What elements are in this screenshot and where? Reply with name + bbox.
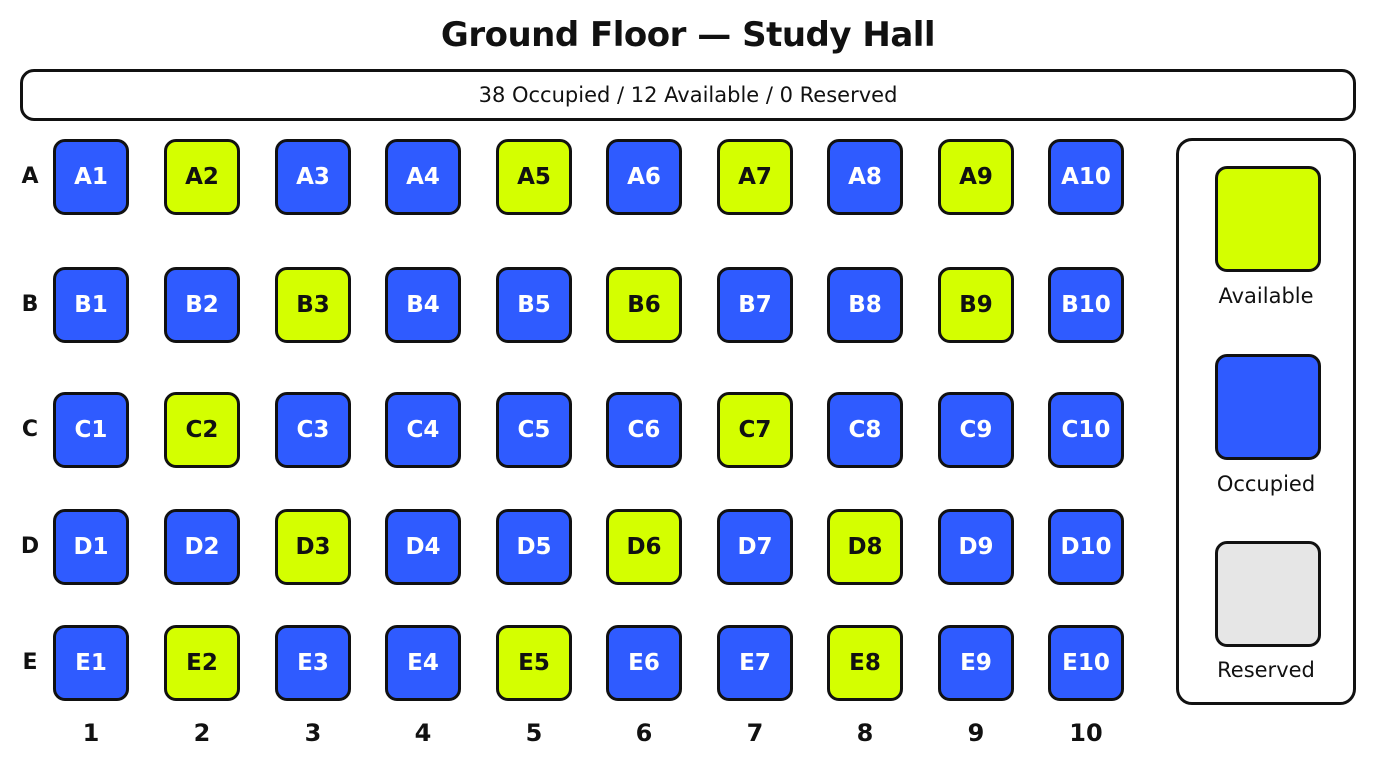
row-label-e: E (22, 650, 38, 675)
seat-a4[interactable]: A4 (385, 139, 461, 215)
seat-c3[interactable]: C3 (275, 392, 351, 468)
seat-d10[interactable]: D10 (1048, 509, 1124, 585)
seat-c5[interactable]: C5 (496, 392, 572, 468)
seat-e9[interactable]: E9 (938, 625, 1014, 701)
seat-b9[interactable]: B9 (938, 267, 1014, 343)
seat-a1[interactable]: A1 (53, 139, 129, 215)
seat-c2[interactable]: C2 (164, 392, 240, 468)
legend-label-reserved: Reserved (1217, 658, 1315, 682)
seat-d5[interactable]: D5 (496, 509, 572, 585)
legend-label-occupied: Occupied (1216, 472, 1316, 496)
seat-d9[interactable]: D9 (938, 509, 1014, 585)
seat-d1[interactable]: D1 (53, 509, 129, 585)
seat-a10[interactable]: A10 (1048, 139, 1124, 215)
column-label-9: 9 (967, 719, 985, 747)
column-label-1: 1 (82, 719, 100, 747)
row-label-c: C (21, 417, 39, 442)
seat-a5[interactable]: A5 (496, 139, 572, 215)
seat-e8[interactable]: E8 (827, 625, 903, 701)
legend-swatch-reserved (1215, 541, 1321, 647)
seat-b6[interactable]: B6 (606, 267, 682, 343)
column-label-3: 3 (304, 719, 322, 747)
seat-a6[interactable]: A6 (606, 139, 682, 215)
column-label-6: 6 (635, 719, 653, 747)
legend-label-available: Available (1218, 284, 1314, 308)
column-label-4: 4 (414, 719, 432, 747)
seat-c7[interactable]: C7 (717, 392, 793, 468)
seat-d3[interactable]: D3 (275, 509, 351, 585)
seat-d8[interactable]: D8 (827, 509, 903, 585)
seat-b5[interactable]: B5 (496, 267, 572, 343)
seat-b8[interactable]: B8 (827, 267, 903, 343)
row-label-b: B (21, 292, 39, 317)
column-label-10: 10 (1069, 719, 1103, 747)
seat-d2[interactable]: D2 (164, 509, 240, 585)
seat-a3[interactable]: A3 (275, 139, 351, 215)
seat-b4[interactable]: B4 (385, 267, 461, 343)
seat-b3[interactable]: B3 (275, 267, 351, 343)
seat-c10[interactable]: C10 (1048, 392, 1124, 468)
column-label-5: 5 (525, 719, 543, 747)
column-label-2: 2 (193, 719, 211, 747)
occupancy-summary-bar (20, 69, 1356, 121)
seat-b1[interactable]: B1 (53, 267, 129, 343)
seat-a8[interactable]: A8 (827, 139, 903, 215)
seat-c8[interactable]: C8 (827, 392, 903, 468)
seat-e5[interactable]: E5 (496, 625, 572, 701)
row-label-a: A (21, 164, 39, 189)
page-title: Ground Floor — Study Hall (440, 15, 936, 55)
seat-c1[interactable]: C1 (53, 392, 129, 468)
occupancy-summary-text: 38 Occupied / 12 Available / 0 Reserved (478, 83, 898, 107)
legend-panel (1176, 138, 1356, 705)
seat-e7[interactable]: E7 (717, 625, 793, 701)
seat-e2[interactable]: E2 (164, 625, 240, 701)
seat-b2[interactable]: B2 (164, 267, 240, 343)
seat-e10[interactable]: E10 (1048, 625, 1124, 701)
seat-a7[interactable]: A7 (717, 139, 793, 215)
seat-b10[interactable]: B10 (1048, 267, 1124, 343)
seat-e4[interactable]: E4 (385, 625, 461, 701)
seat-e6[interactable]: E6 (606, 625, 682, 701)
legend-swatch-available (1215, 166, 1321, 272)
seat-b7[interactable]: B7 (717, 267, 793, 343)
column-label-8: 8 (856, 719, 874, 747)
seat-d6[interactable]: D6 (606, 509, 682, 585)
legend-swatch-occupied (1215, 354, 1321, 460)
seat-c6[interactable]: C6 (606, 392, 682, 468)
row-label-d: D (20, 534, 40, 559)
seat-e3[interactable]: E3 (275, 625, 351, 701)
seat-d7[interactable]: D7 (717, 509, 793, 585)
column-label-7: 7 (746, 719, 764, 747)
seat-e1[interactable]: E1 (53, 625, 129, 701)
seat-d4[interactable]: D4 (385, 509, 461, 585)
seat-c4[interactable]: C4 (385, 392, 461, 468)
seat-a2[interactable]: A2 (164, 139, 240, 215)
seat-c9[interactable]: C9 (938, 392, 1014, 468)
seat-a9[interactable]: A9 (938, 139, 1014, 215)
